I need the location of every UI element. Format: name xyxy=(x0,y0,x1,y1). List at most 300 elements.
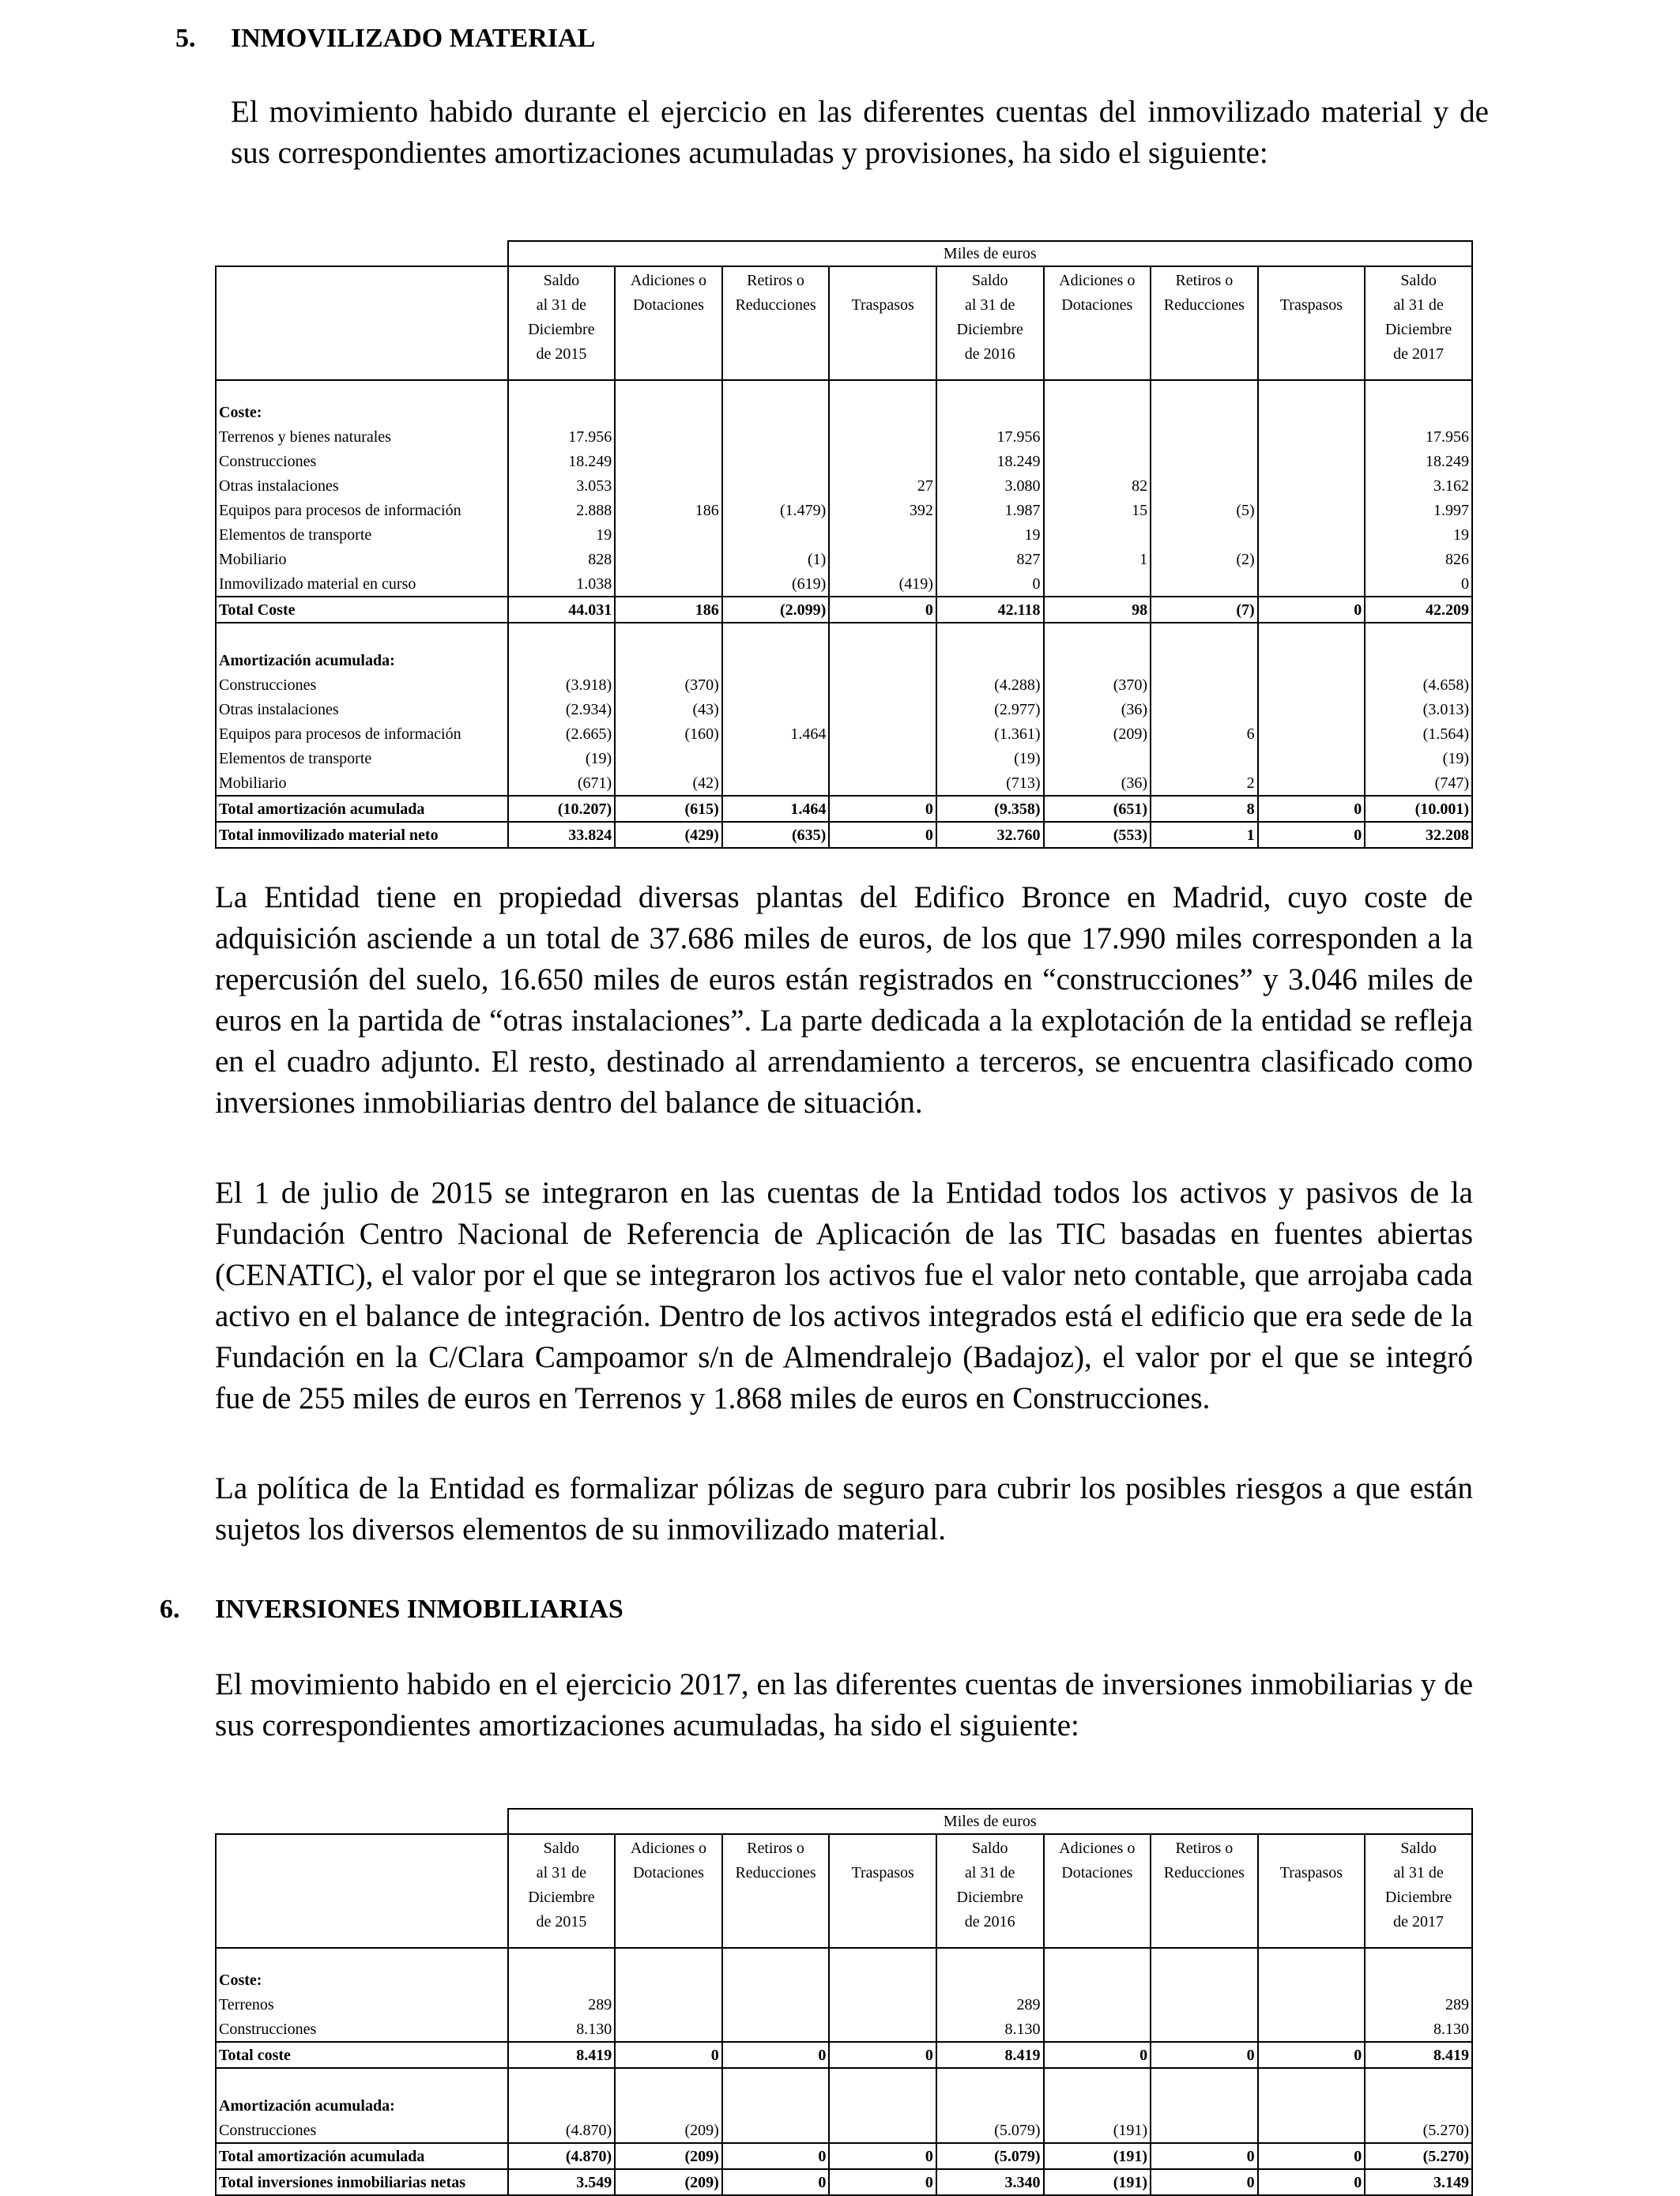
column-header-line: Adiciones o xyxy=(630,272,707,289)
column-header-line: Reducciones xyxy=(1163,1864,1245,1881)
value-cell xyxy=(722,1992,830,2017)
value-cell: 32.760 xyxy=(936,822,1044,848)
inversiones-inmobiliarias-table xyxy=(215,1808,1473,2196)
row-label: Total inmovilizado material neto xyxy=(216,822,508,848)
spacer-cell xyxy=(936,1948,1044,1968)
value-cell: 8.419 xyxy=(508,2042,616,2068)
value-cell xyxy=(829,547,936,571)
value-cell: (191) xyxy=(1044,2118,1151,2143)
value-cell: 1.987 xyxy=(936,498,1044,522)
column-header xyxy=(1044,1834,1151,1948)
value-cell: (2.099) xyxy=(722,597,830,623)
row-label: Total coste xyxy=(216,2042,508,2068)
value-cell xyxy=(1258,571,1365,597)
value-cell: 1 xyxy=(1151,822,1258,848)
table-row xyxy=(216,571,1472,597)
column-header-line: Diciembre xyxy=(528,1889,595,1906)
column-header-line: Saldo xyxy=(1400,272,1437,289)
column-header-line: de 2017 xyxy=(1393,1913,1445,1930)
row-label: Total Coste xyxy=(216,597,508,623)
value-cell xyxy=(1151,400,1258,424)
value-cell: (1) xyxy=(722,547,830,571)
table-row xyxy=(216,672,1472,697)
spacer-cell xyxy=(508,2068,616,2093)
value-cell: (419) xyxy=(829,571,936,597)
value-cell xyxy=(1044,571,1151,597)
value-cell xyxy=(615,522,722,547)
value-cell xyxy=(829,1968,936,1992)
column-header-line: de 2015 xyxy=(536,345,587,363)
column-header-line xyxy=(832,269,933,293)
value-cell: 17.956 xyxy=(936,424,1044,449)
spacer-cell xyxy=(1258,623,1365,648)
value-cell xyxy=(936,648,1044,672)
value-cell: 8.419 xyxy=(1365,2042,1472,2068)
column-header-line xyxy=(832,1836,933,1861)
value-cell xyxy=(1044,1992,1151,2017)
value-cell xyxy=(722,522,830,547)
value-cell xyxy=(615,473,722,498)
value-cell: (7) xyxy=(1151,597,1258,623)
value-cell xyxy=(1151,2017,1258,2042)
value-cell xyxy=(1151,672,1258,697)
section-5-paragraph-2: El 1 de julio de 2015 se integraron en las cuentas de la Entidad todos los activos y pasivos de la Fundación Centro Nacional de Referencia de Aplicación de las TIC basadas en fuentes abiertas (CENATIC), el valor por el que se integraron los activos fue el valor neto contable, que arrojaba cada activo en el balance de integración. Dentro de los activos integrados está el edificio que era sede de la Fundación en la C/Clara Campoamor s/n de Almendralejo (Badajoz), el valor por el que se integró fue de 255 miles de euros en Terrenos y 1.868 miles de euros en Construcciones. xyxy=(215,1176,1473,1415)
column-header xyxy=(1151,266,1258,380)
table-row xyxy=(216,424,1472,449)
value-cell xyxy=(1365,1968,1472,1992)
column-header xyxy=(615,1834,722,1948)
value-cell xyxy=(1258,697,1365,721)
value-cell xyxy=(829,697,936,721)
section-title: INMOVILIZADO MATERIAL xyxy=(231,24,596,53)
column-header-line: Saldo xyxy=(971,272,1008,289)
column-header xyxy=(1258,1834,1365,1948)
value-cell: (2.977) xyxy=(936,697,1044,721)
value-cell: 42.209 xyxy=(1365,597,1472,623)
value-cell xyxy=(936,400,1044,424)
value-cell: (191) xyxy=(1044,2169,1151,2195)
spacer-cell xyxy=(216,380,508,400)
value-cell xyxy=(722,770,830,796)
value-cell: 0 xyxy=(1258,597,1365,623)
section-number: 6. xyxy=(160,1595,180,1624)
total-amortizacion-row xyxy=(216,796,1472,822)
value-cell xyxy=(1151,1992,1258,2017)
spacer-cell xyxy=(1258,2068,1365,2093)
spacer-cell xyxy=(508,380,616,400)
column-header-line: Traspasos xyxy=(1279,296,1343,314)
value-cell xyxy=(1258,547,1365,571)
table-row xyxy=(216,697,1472,721)
value-cell: (209) xyxy=(615,2169,722,2195)
section-5-intro: El movimiento habido durante el ejercicio en las diferentes cuentas del inmovilizado material y de sus correspondientes amortizaciones acumuladas y provisiones, ha sido el siguiente: xyxy=(231,95,1489,170)
value-cell: 8.130 xyxy=(508,2017,616,2042)
value-cell: 289 xyxy=(936,1992,1044,2017)
value-cell xyxy=(722,400,830,424)
value-cell xyxy=(829,2093,936,2118)
header-label-cell xyxy=(216,266,508,380)
section-number: 5. xyxy=(175,24,196,53)
spacer-cell xyxy=(722,1948,830,1968)
row-label: Mobiliario xyxy=(216,770,508,796)
value-cell: (4.658) xyxy=(1365,672,1472,697)
spacer-cell xyxy=(722,2068,830,2093)
column-header-line: al 31 de xyxy=(1393,296,1444,314)
value-cell xyxy=(1044,400,1151,424)
value-cell: (36) xyxy=(1044,697,1151,721)
value-cell: 0 xyxy=(1151,2169,1258,2195)
spacer-cell xyxy=(216,623,508,648)
column-header-line: Diciembre xyxy=(956,1889,1023,1906)
column-header-line: Saldo xyxy=(543,272,580,289)
row-label: Terrenos xyxy=(216,1992,508,2017)
column-header xyxy=(936,266,1044,380)
spacer-cell xyxy=(1151,623,1258,648)
column-header-line: Reducciones xyxy=(735,296,816,314)
value-cell xyxy=(1151,449,1258,473)
value-cell xyxy=(508,400,616,424)
value-cell xyxy=(615,547,722,571)
value-cell: 17.956 xyxy=(1365,424,1472,449)
value-cell xyxy=(1151,648,1258,672)
value-cell xyxy=(722,672,830,697)
value-cell: 2.888 xyxy=(508,498,616,522)
value-cell xyxy=(936,2093,1044,2118)
value-cell: 3.080 xyxy=(936,473,1044,498)
value-cell xyxy=(1044,746,1151,770)
value-cell: (36) xyxy=(1044,770,1151,796)
value-cell xyxy=(722,449,830,473)
value-cell xyxy=(722,2017,830,2042)
value-cell: 32.208 xyxy=(1365,822,1472,848)
inmovilizado-material-table xyxy=(215,240,1473,849)
value-cell xyxy=(722,473,830,498)
value-cell xyxy=(1365,2093,1472,2118)
spacer-cell xyxy=(615,623,722,648)
value-cell: 0 xyxy=(1258,2042,1365,2068)
value-cell: 2 xyxy=(1151,770,1258,796)
spacer-cell xyxy=(936,623,1044,648)
value-cell: (5.270) xyxy=(1365,2118,1472,2143)
value-cell: (19) xyxy=(508,746,616,770)
value-cell xyxy=(936,1968,1044,1992)
column-header xyxy=(1365,1834,1472,1948)
column-header-line: al 31 de xyxy=(965,1864,1015,1881)
column-header-line: Retiros o xyxy=(747,272,804,289)
value-cell xyxy=(1258,498,1365,522)
spacer-cell xyxy=(615,1948,722,1968)
spacer-cell xyxy=(829,623,936,648)
value-cell: 0 xyxy=(1151,2143,1258,2169)
value-cell xyxy=(1258,522,1365,547)
value-cell: 828 xyxy=(508,547,616,571)
value-cell xyxy=(829,2017,936,2042)
value-cell: 8.419 xyxy=(936,2042,1044,2068)
column-header-line: Diciembre xyxy=(528,321,595,338)
spacer-cell xyxy=(1044,2068,1151,2093)
row-label: Inmovilizado material en curso xyxy=(216,571,508,597)
spacer-cell xyxy=(722,380,830,400)
spacer-cell xyxy=(615,380,722,400)
value-cell: (19) xyxy=(936,746,1044,770)
value-cell xyxy=(1151,2093,1258,2118)
value-cell xyxy=(829,1992,936,2017)
spacer-cell xyxy=(1151,1948,1258,1968)
spacer-cell xyxy=(1044,380,1151,400)
column-header-line: Reducciones xyxy=(735,1864,816,1881)
column-header xyxy=(1258,266,1365,380)
table-row xyxy=(216,2118,1472,2143)
value-cell xyxy=(1044,2093,1151,2118)
value-cell: (43) xyxy=(615,697,722,721)
value-cell: (671) xyxy=(508,770,616,796)
section-label: Amortización acumulada: xyxy=(216,648,508,672)
value-cell xyxy=(1258,473,1365,498)
value-cell xyxy=(615,1968,722,1992)
value-cell xyxy=(1151,1968,1258,1992)
section-title: INVERSIONES INMOBILIARIAS xyxy=(215,1595,623,1624)
column-header-line xyxy=(1261,1836,1362,1861)
row-label: Total amortización acumulada xyxy=(216,2143,508,2169)
value-cell: 3.053 xyxy=(508,473,616,498)
value-cell xyxy=(722,2118,830,2143)
value-cell xyxy=(1258,449,1365,473)
section-5-paragraph-1: La Entidad tiene en propiedad diversas plantas del Edifico Bronce en Madrid, cuyo coste de adquisición asciende a un total de 37.686 miles de euros, de los que 17.990 miles corresponden a la repercusión del suelo, 16.650 miles de euros están registrados en “construcciones” y 3.046 miles de euros en la partida de “otras instalaciones”. La parte dedicada a la explotación de la entidad se refleja en el cuadro adjunto. El resto, destinado al arrendamiento a terceros, se encuentra clasificado como inversiones inmobiliarias dentro del balance de situación. xyxy=(215,880,1473,1120)
column-header-line: de 2017 xyxy=(1393,345,1445,363)
spacer-cell xyxy=(1151,2068,1258,2093)
value-cell: (1.564) xyxy=(1365,721,1472,746)
value-cell: (4.870) xyxy=(508,2143,616,2169)
value-cell: 19 xyxy=(508,522,616,547)
value-cell: 8.130 xyxy=(1365,2017,1472,2042)
column-header-line xyxy=(1261,269,1362,293)
row-label: Equipos para procesos de información xyxy=(216,721,508,746)
value-cell: 15 xyxy=(1044,498,1151,522)
value-cell: 82 xyxy=(1044,473,1151,498)
value-cell xyxy=(829,400,936,424)
value-cell xyxy=(1151,522,1258,547)
spacer-cell xyxy=(722,623,830,648)
value-cell: (4.870) xyxy=(508,2118,616,2143)
spacer-cell xyxy=(1365,2068,1472,2093)
value-cell: 98 xyxy=(1044,597,1151,623)
value-cell: (3.013) xyxy=(1365,697,1472,721)
value-cell: 19 xyxy=(936,522,1044,547)
value-cell: 3.162 xyxy=(1365,473,1472,498)
value-cell xyxy=(722,424,830,449)
value-cell xyxy=(722,648,830,672)
spacer-cell xyxy=(1365,623,1472,648)
value-cell xyxy=(1258,746,1365,770)
column-header-line: de 2016 xyxy=(964,345,1015,363)
row-label: Total amortización acumulada xyxy=(216,796,508,822)
value-cell: 0 xyxy=(1151,2042,1258,2068)
value-cell xyxy=(829,721,936,746)
value-cell: 17.956 xyxy=(508,424,616,449)
value-cell: 0 xyxy=(1258,822,1365,848)
value-cell: 8.130 xyxy=(936,2017,1044,2042)
spacer-cell xyxy=(216,1948,508,1968)
value-cell: 1.464 xyxy=(722,796,830,822)
column-header xyxy=(508,1834,616,1948)
value-cell xyxy=(1258,424,1365,449)
value-cell xyxy=(615,1992,722,2017)
value-cell: (619) xyxy=(722,571,830,597)
value-cell: 0 xyxy=(1258,2169,1365,2195)
value-cell xyxy=(1044,1968,1151,1992)
column-header-line: Dotaciones xyxy=(632,296,704,314)
value-cell: 44.031 xyxy=(508,597,616,623)
value-cell xyxy=(615,571,722,597)
column-header xyxy=(722,1834,830,1948)
table-caption: Miles de euros xyxy=(508,1809,1472,1834)
column-header xyxy=(936,1834,1044,1948)
value-cell: 1.464 xyxy=(722,721,830,746)
total-amortizacion-row xyxy=(216,2143,1472,2169)
column-header-line: Dotaciones xyxy=(1061,1864,1133,1881)
row-label: Total inversiones inmobiliarias netas xyxy=(216,2169,508,2195)
value-cell: (19) xyxy=(1365,746,1472,770)
value-cell: 1.038 xyxy=(508,571,616,597)
value-cell: 0 xyxy=(1044,2042,1151,2068)
spacer-cell xyxy=(1044,1948,1151,1968)
column-header-line: al 31 de xyxy=(1393,1864,1444,1881)
value-cell: (5) xyxy=(1151,498,1258,522)
column-header-line: Adiciones o xyxy=(630,1840,707,1857)
spacer-cell xyxy=(936,380,1044,400)
value-cell: 0 xyxy=(829,796,936,822)
value-cell xyxy=(1044,2017,1151,2042)
value-cell: 186 xyxy=(615,597,722,623)
value-cell xyxy=(1151,697,1258,721)
spacer-cell xyxy=(829,380,936,400)
value-cell: 827 xyxy=(936,547,1044,571)
row-label: Construcciones xyxy=(216,2017,508,2042)
value-cell: (553) xyxy=(1044,822,1151,848)
column-header-line: al 31 de xyxy=(536,1864,587,1881)
table-row xyxy=(216,547,1472,571)
value-cell: 18.249 xyxy=(936,449,1044,473)
column-header xyxy=(1044,266,1151,380)
column-header-line: Traspasos xyxy=(851,296,914,314)
value-cell: (209) xyxy=(615,2143,722,2169)
column-header-line: Dotaciones xyxy=(1061,296,1133,314)
value-cell: 186 xyxy=(615,498,722,522)
value-cell xyxy=(1151,424,1258,449)
value-cell: (209) xyxy=(1044,721,1151,746)
value-cell: (2) xyxy=(1151,547,1258,571)
value-cell: (191) xyxy=(1044,2143,1151,2169)
blank-cell xyxy=(216,1809,508,1834)
value-cell xyxy=(615,746,722,770)
value-cell: 18.249 xyxy=(508,449,616,473)
column-header xyxy=(829,266,936,380)
column-header-line: de 2016 xyxy=(964,1913,1015,1930)
value-cell xyxy=(615,449,722,473)
value-cell: (10.001) xyxy=(1365,796,1472,822)
spacer-cell xyxy=(829,2068,936,2093)
value-cell xyxy=(1151,571,1258,597)
row-label: Equipos para procesos de información xyxy=(216,498,508,522)
value-cell xyxy=(615,648,722,672)
value-cell: 0 xyxy=(722,2169,830,2195)
column-header-line: al 31 de xyxy=(965,296,1015,314)
value-cell xyxy=(615,400,722,424)
section-5-heading xyxy=(175,24,595,54)
row-label: Otras instalaciones xyxy=(216,697,508,721)
total-coste-row xyxy=(216,2042,1472,2068)
table-row xyxy=(216,498,1472,522)
column-header xyxy=(1151,1834,1258,1948)
spacer-cell xyxy=(1365,1948,1472,1968)
section-label: Amortización acumulada: xyxy=(216,2093,508,2118)
column-header-line: al 31 de xyxy=(536,296,587,314)
column-header-line: Adiciones o xyxy=(1059,1840,1136,1857)
column-header-line: de 2015 xyxy=(536,1913,587,1930)
value-cell xyxy=(1258,770,1365,796)
value-cell: 1 xyxy=(1044,547,1151,571)
value-cell: (209) xyxy=(615,2118,722,2143)
value-cell xyxy=(829,424,936,449)
value-cell xyxy=(1044,449,1151,473)
section-5-paragraph-3: La política de la Entidad es formalizar pólizas de seguro para cubrir los posibles riesgos a que están sujetos los diversos elementos de su inmovilizado material. xyxy=(215,1471,1473,1546)
spacer-cell xyxy=(829,1948,936,1968)
value-cell: 0 xyxy=(829,2143,936,2169)
value-cell xyxy=(829,672,936,697)
value-cell xyxy=(615,2093,722,2118)
column-header xyxy=(615,266,722,380)
column-header-line: Saldo xyxy=(1400,1840,1437,1857)
value-cell: 289 xyxy=(508,1992,616,2017)
row-label: Elementos de transporte xyxy=(216,746,508,770)
section-6-heading xyxy=(160,1595,623,1625)
table-row xyxy=(216,746,1472,770)
value-cell: (1.479) xyxy=(722,498,830,522)
table-row xyxy=(216,2017,1472,2042)
value-cell: 392 xyxy=(829,498,936,522)
value-cell: 8 xyxy=(1151,796,1258,822)
value-cell xyxy=(1044,648,1151,672)
value-cell: 27 xyxy=(829,473,936,498)
value-cell: 0 xyxy=(722,2042,830,2068)
value-cell xyxy=(829,648,936,672)
blank-cell xyxy=(216,241,508,266)
value-cell xyxy=(1365,400,1472,424)
value-cell: 0 xyxy=(1258,796,1365,822)
column-header-line: Dotaciones xyxy=(632,1864,704,1881)
column-header-line: Diciembre xyxy=(1384,321,1452,338)
spacer-cell xyxy=(1044,623,1151,648)
value-cell: (370) xyxy=(1044,672,1151,697)
column-header-line: Traspasos xyxy=(851,1864,914,1881)
column-header xyxy=(508,266,616,380)
value-cell: 0 xyxy=(722,2143,830,2169)
value-cell: (429) xyxy=(615,822,722,848)
value-cell: 3.340 xyxy=(936,2169,1044,2195)
value-cell xyxy=(722,2093,830,2118)
value-cell xyxy=(1258,672,1365,697)
column-header-line: Diciembre xyxy=(1384,1889,1452,1906)
value-cell: 6 xyxy=(1151,721,1258,746)
value-cell xyxy=(1258,1968,1365,1992)
value-cell: (42) xyxy=(615,770,722,796)
total-neto-row xyxy=(216,2169,1472,2195)
value-cell xyxy=(615,2017,722,2042)
spacer-cell xyxy=(615,2068,722,2093)
value-cell: 0 xyxy=(1365,571,1472,597)
value-cell: (635) xyxy=(722,822,830,848)
value-cell xyxy=(1258,2093,1365,2118)
